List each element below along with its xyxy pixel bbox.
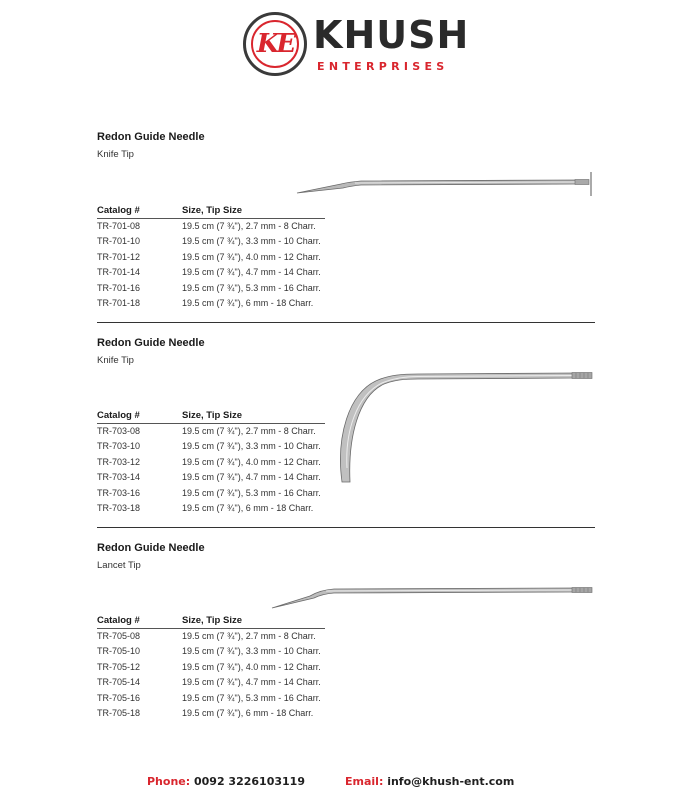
size-value: 19.5 cm (7 ¾"), 4.7 mm - 14 Charr. <box>182 677 321 688</box>
table-row <box>97 296 325 311</box>
size-value: 19.5 cm (7 ¾"), 6 mm - 18 Charr. <box>182 298 314 309</box>
needle-knife-tip-straight-image <box>295 172 595 200</box>
table-row <box>97 250 325 265</box>
catalog-number: TR-705-10 <box>97 646 141 657</box>
catalog-number: TR-705-08 <box>97 631 141 641</box>
table-row <box>97 675 325 690</box>
product-subtitle: Lancet Tip <box>97 560 141 571</box>
catalog-number: TR-701-16 <box>97 282 141 293</box>
size-value: 19.5 cm (7 ¾"), 5.3 mm - 16 Charr. <box>182 692 321 703</box>
table-row <box>97 424 325 440</box>
size-value: 19.5 cm (7 ¾"), 3.3 mm - 10 Charr. <box>182 236 321 247</box>
needle-lancet-tip-image <box>270 584 595 612</box>
company-logo <box>243 12 470 82</box>
email-address: info@khush-ent.com <box>387 775 515 788</box>
size-value: 19.5 cm (7 ¾"), 4.0 mm - 12 Charr. <box>182 661 321 672</box>
email-contact[interactable] <box>345 775 514 788</box>
catalog-number: TR-703-08 <box>97 426 141 436</box>
table-row <box>97 629 325 645</box>
size-value: 19.5 cm (7 ¾"), 6 mm - 18 Charr. <box>182 503 314 514</box>
catalog-header: Catalog # <box>97 410 182 424</box>
size-header: Size, Tip Size <box>182 410 325 424</box>
table-row <box>97 234 325 249</box>
size-value: 19.5 cm (7 ¾"), 2.7 mm - 8 Charr. <box>182 426 316 436</box>
product-subtitle: Knife Tip <box>97 149 134 160</box>
table-row <box>97 281 325 296</box>
product-title: Redon Guide Needle <box>97 131 205 143</box>
table-row <box>97 486 325 501</box>
catalog-number: TR-703-14 <box>97 472 141 483</box>
logo-emblem <box>243 12 307 76</box>
table-row <box>97 219 325 235</box>
product-subtitle: Knife Tip <box>97 355 134 366</box>
section-divider <box>97 322 595 323</box>
size-value: 19.5 cm (7 ¾"), 5.3 mm - 16 Charr. <box>182 487 321 498</box>
size-value: 19.5 cm (7 ¾"), 3.3 mm - 10 Charr. <box>182 646 321 657</box>
product-title: Redon Guide Needle <box>97 337 205 349</box>
table-row <box>97 706 325 721</box>
size-header: Size, Tip Size <box>182 615 325 629</box>
catalog-number: TR-703-16 <box>97 487 141 498</box>
size-value: 19.5 cm (7 ¾"), 2.7 mm - 8 Charr. <box>182 631 316 641</box>
catalog-number: TR-703-18 <box>97 503 141 514</box>
table-row <box>97 455 325 470</box>
size-value: 19.5 cm (7 ¾"), 2.7 mm - 8 Charr. <box>182 221 316 231</box>
size-value: 19.5 cm (7 ¾"), 4.0 mm - 12 Charr. <box>182 251 321 262</box>
table-row <box>97 501 325 516</box>
catalog-number: TR-703-10 <box>97 441 141 452</box>
catalog-number: TR-701-12 <box>97 251 141 262</box>
catalog-header: Catalog # <box>97 205 182 219</box>
phone-label: Phone: <box>147 775 191 788</box>
logo-emblem-inner <box>251 20 299 68</box>
size-value: 19.5 cm (7 ¾"), 5.3 mm - 16 Charr. <box>182 282 321 293</box>
size-value: 19.5 cm (7 ¾"), 4.7 mm - 14 Charr. <box>182 267 321 278</box>
phone-number: 0092 3226103119 <box>193 775 305 788</box>
needle-knife-tip-curved-image <box>338 368 598 488</box>
size-value: 19.5 cm (7 ¾"), 6 mm - 18 Charr. <box>182 708 314 719</box>
catalog-number: TR-701-08 <box>97 221 141 231</box>
catalog-number: TR-705-14 <box>97 677 141 688</box>
table-row <box>97 470 325 485</box>
table-header-row <box>97 410 325 424</box>
company-tagline: ENTERPRISES <box>317 60 449 73</box>
section-divider <box>97 527 595 528</box>
catalog-number: TR-705-16 <box>97 692 141 703</box>
product-section-3 <box>97 542 595 722</box>
catalog-header: Catalog # <box>97 615 182 629</box>
product-section-1 <box>97 131 595 311</box>
email-label: Email: <box>345 775 384 788</box>
catalog-table <box>97 615 325 721</box>
catalog-number: TR-701-14 <box>97 267 141 278</box>
size-value: 19.5 cm (7 ¾"), 4.0 mm - 12 Charr. <box>182 456 321 467</box>
table-row <box>97 644 325 659</box>
catalog-table <box>97 205 325 311</box>
logo-monogram: KE <box>256 29 294 59</box>
size-header: Size, Tip Size <box>182 205 325 219</box>
catalog-number: TR-705-18 <box>97 708 141 719</box>
size-value: 19.5 cm (7 ¾"), 3.3 mm - 10 Charr. <box>182 441 321 452</box>
table-row <box>97 660 325 675</box>
table-row <box>97 691 325 706</box>
catalog-number: TR-701-10 <box>97 236 141 247</box>
product-title: Redon Guide Needle <box>97 542 205 554</box>
size-value: 19.5 cm (7 ¾"), 4.7 mm - 14 Charr. <box>182 472 321 483</box>
catalog-table <box>97 410 325 516</box>
table-header-row <box>97 205 325 219</box>
company-name: KHUSH <box>313 13 470 57</box>
catalog-number: TR-703-12 <box>97 456 141 467</box>
table-row <box>97 439 325 454</box>
catalog-number: TR-701-18 <box>97 298 141 309</box>
catalog-number: TR-705-12 <box>97 661 141 672</box>
table-header-row <box>97 615 325 629</box>
table-row <box>97 265 325 280</box>
phone-contact[interactable] <box>147 775 305 788</box>
